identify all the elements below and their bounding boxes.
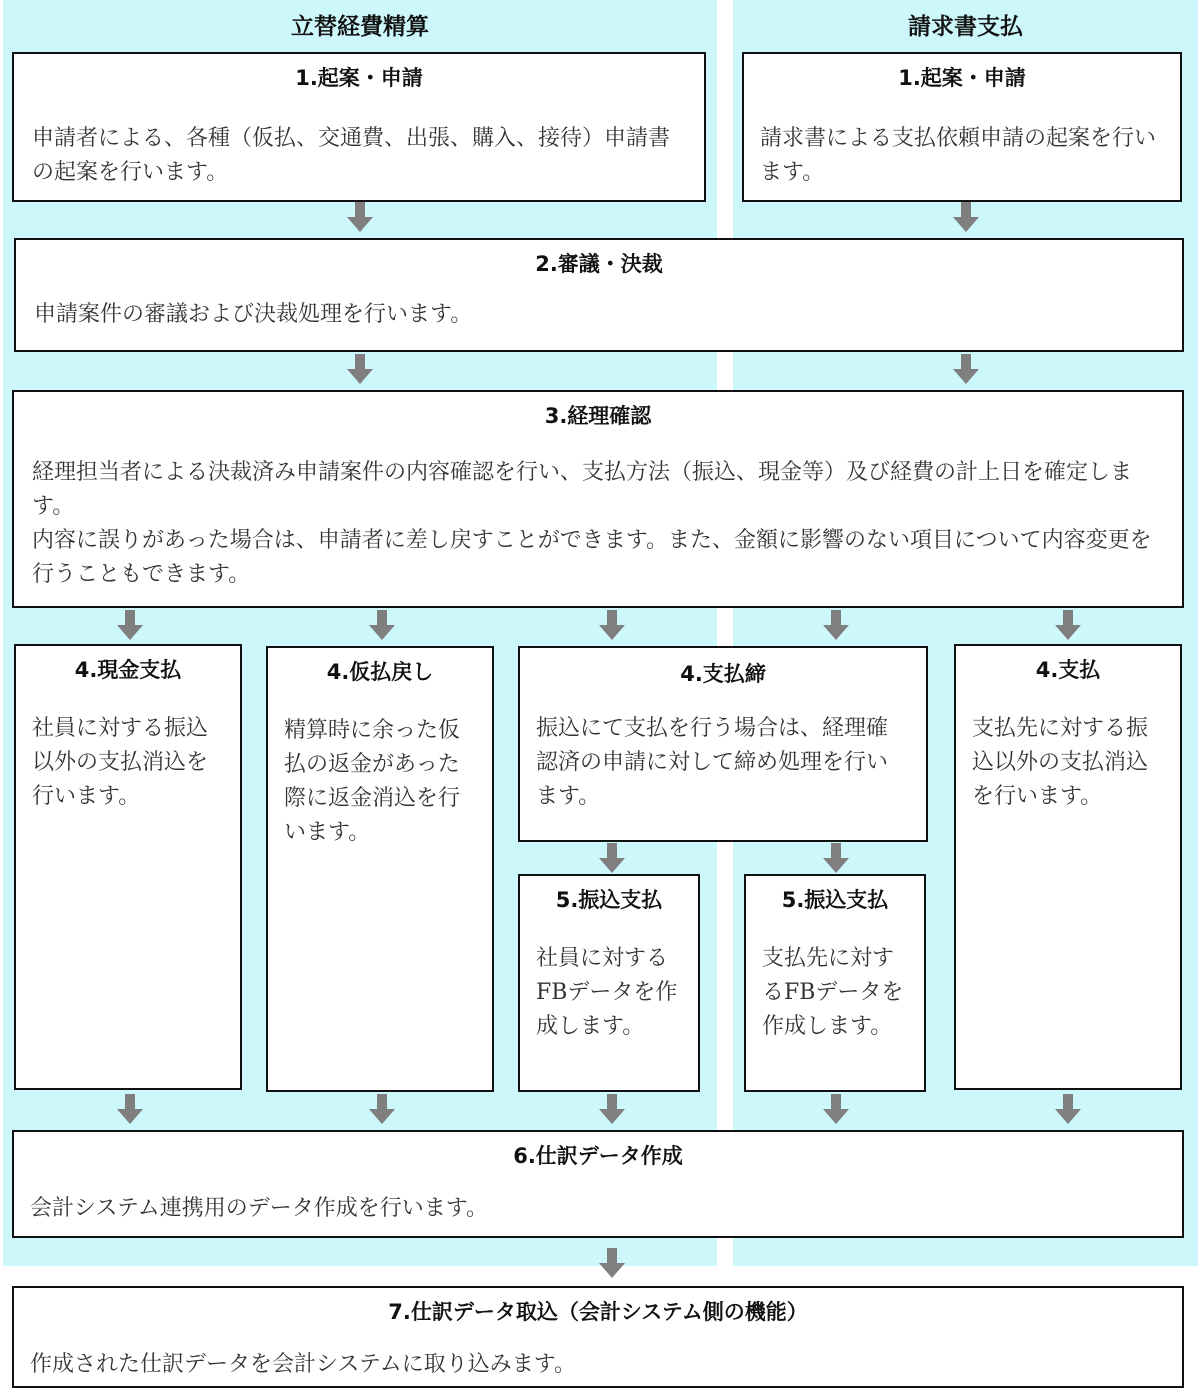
down-arrow-icon [822,1094,850,1124]
down-arrow-icon [1054,1094,1082,1124]
step1-expense-desc: 申請者による、各種（仮払、交通費、出張、購入、接待）申請書の起案を行います。 [32,126,671,185]
step4-cash-payment-box[interactable] [14,644,242,1090]
down-arrow-icon [1054,610,1082,640]
down-arrow-icon [368,610,396,640]
down-arrow-icon [598,1248,626,1278]
step2-review-approval-box[interactable] [14,238,1184,352]
step5-employee-title: 5.振込支払 [555,888,663,912]
step1-invoice-title: 1.起案・申請 [898,66,1026,90]
down-arrow-icon [822,610,850,640]
step4-payment-title: 4.支払 [1035,658,1101,682]
step1-expense-title: 1.起案・申請 [295,66,423,90]
step4-advance-refund-box[interactable] [266,646,494,1092]
down-arrow-icon [116,1094,144,1124]
step2-title: 2.審議・決裁 [535,252,663,276]
step5-employee-transfer-box[interactable] [518,874,700,1092]
step6-title: 6.仕訳データ作成 [513,1144,683,1168]
step3-desc-2: 内容に誤りがあった場合は、申請者に差し戻すことができます。また、金額に影響のない項目について内容変更を行うこともできます。 [32,528,1152,587]
down-arrow-icon [346,202,374,232]
down-arrow-icon [822,843,850,873]
down-arrow-icon [598,1094,626,1124]
step6-desc: 会計システム連携用のデータ作成を行います。 [30,1196,489,1221]
step3-desc-1: 経理担当者による決裁済み申請案件の内容確認を行い、支払方法（振込、現金等）及び経費の計上日を確定します。 [32,460,1133,519]
step4-payment-box[interactable] [954,644,1182,1090]
step1-invoice-application-box[interactable] [742,52,1182,202]
step5-vendor-transfer-box[interactable] [744,874,926,1092]
step7-desc: 作成された仕訳データを会計システムに取り込みます。 [30,1352,577,1377]
step4-refund-desc: 精算時に余った仮払の返金があった際に返金消込を行います。 [284,718,461,845]
lane-title-expense-settlement: 立替経費精算 [291,14,429,40]
step6-journal-data-creation-box[interactable] [12,1130,1184,1238]
step3-accounting-check-box[interactable] [12,390,1184,608]
step5-vendor-title: 5.振込支払 [781,888,889,912]
step4-refund-title: 4.仮払戻し [326,660,434,684]
down-arrow-icon [368,1094,396,1124]
step3-title: 3.経理確認 [544,404,652,428]
step4-cash-title: 4.現金支払 [74,658,182,682]
step4-cash-desc: 社員に対する振込以外の支払消込を行います。 [32,716,209,809]
step1-invoice-desc: 請求書による支払依頼申請の起案を行います。 [760,126,1157,185]
down-arrow-icon [116,610,144,640]
step4-payment-closing-box[interactable] [518,646,928,842]
step4-closing-title: 4.支払締 [680,662,766,686]
down-arrow-icon [952,202,980,232]
step5-vendor-desc: 支払先に対するFBデータを作成します。 [762,946,904,1039]
down-arrow-icon [598,610,626,640]
step7-journal-data-import-box[interactable] [12,1286,1184,1388]
lane-title-invoice-payment: 請求書支払 [908,14,1023,40]
step5-employee-desc: 社員に対するFBデータを作成します。 [536,946,678,1039]
step7-title: 7.仕訳データ取込（会計システム側の機能） [388,1300,808,1324]
down-arrow-icon [598,843,626,873]
step1-expense-application-box[interactable] [12,52,706,202]
down-arrow-icon [346,354,374,384]
step4-payment-desc: 支払先に対する振込以外の支払消込を行います。 [972,716,1149,809]
step4-closing-desc: 振込にて支払を行う場合は、経理確認済の申請に対して締め処理を行います。 [536,716,889,809]
step2-desc: 申請案件の審議および決裁処理を行います。 [34,302,473,327]
down-arrow-icon [952,354,980,384]
